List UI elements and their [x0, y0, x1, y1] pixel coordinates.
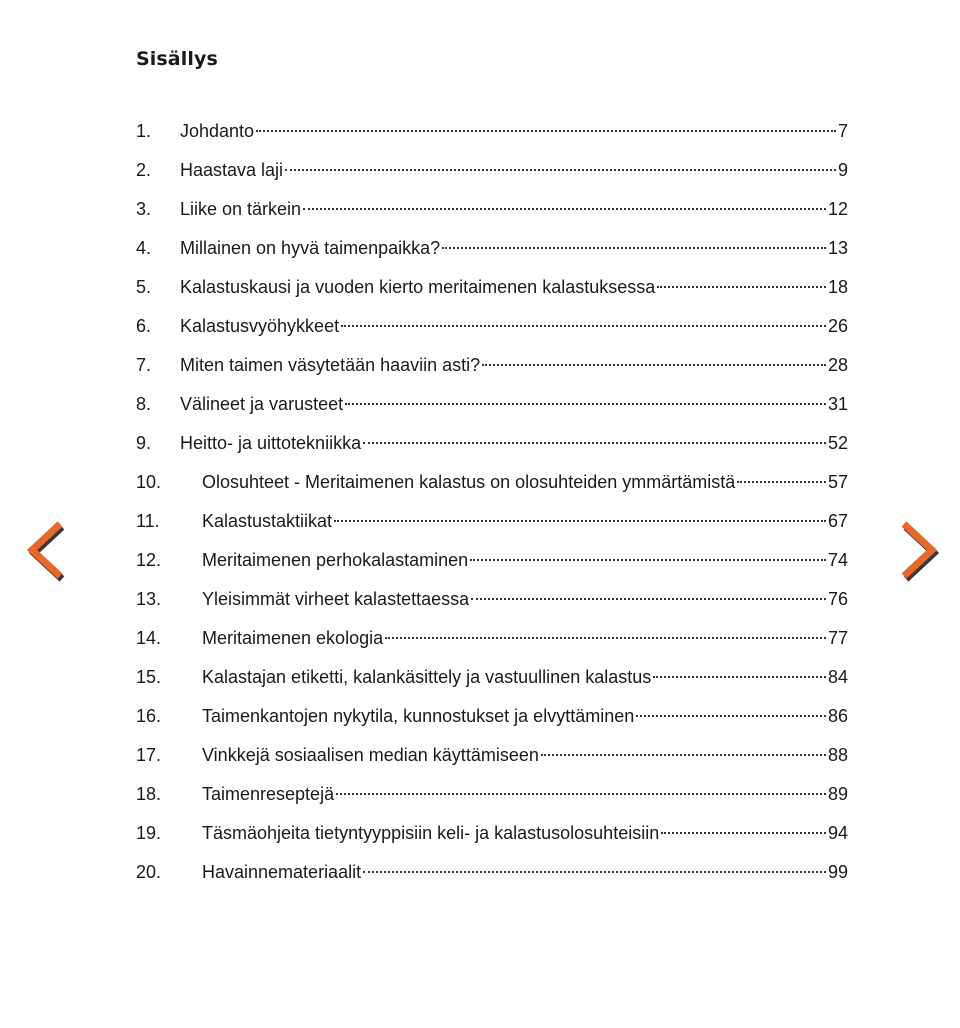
toc-entry-number: 10. — [136, 472, 162, 492]
toc-entry-label: Vinkkejä sosiaalisen median käyttämiseen — [202, 745, 539, 765]
toc-entry-label: Kalastajan etiketti, kalankäsittely ja vastuullinen kalastus — [202, 667, 652, 687]
toc-entry-page: 28 — [827, 355, 848, 375]
dot-leader — [636, 715, 826, 717]
dot-leader — [345, 403, 826, 405]
dot-leader — [334, 520, 826, 522]
toc-entry[interactable] — [136, 697, 848, 736]
toc-entry-label: Yleisimmät virheet kalastettaessa — [202, 589, 470, 609]
toc-entry-page: 9 — [837, 160, 848, 180]
toc-entry-number: 12. — [136, 550, 162, 570]
toc-entry-page: 77 — [827, 628, 848, 648]
table-of-contents — [136, 112, 848, 892]
dot-leader — [541, 754, 826, 756]
toc-entry-number: 9. — [136, 433, 152, 453]
toc-entry-page: 94 — [827, 823, 848, 843]
toc-entry-page: 84 — [827, 667, 848, 687]
toc-entry-number: 5. — [136, 277, 152, 297]
toc-entry-page: 67 — [827, 511, 848, 531]
dot-leader — [256, 130, 836, 132]
toc-entry-number: 14. — [136, 628, 162, 648]
toc-entry-number: 20. — [136, 862, 162, 882]
toc-entry-label: Meritaimenen perhokalastaminen — [202, 550, 469, 570]
toc-entry[interactable] — [136, 502, 848, 541]
toc-entry[interactable] — [136, 775, 848, 814]
dot-leader — [737, 481, 826, 483]
toc-entry-label: Miten taimen väsytetään haaviin asti? — [180, 355, 481, 375]
dot-leader — [285, 169, 836, 171]
toc-entry[interactable] — [136, 151, 848, 190]
toc-entry[interactable] — [136, 346, 848, 385]
toc-entry-number: 2. — [136, 160, 152, 180]
previous-page-button[interactable] — [22, 518, 66, 582]
chevron-left-icon — [22, 518, 66, 582]
toc-entry-label: Havainnemateriaalit — [202, 862, 362, 882]
dot-leader — [363, 442, 826, 444]
toc-entry-label: Taimenreseptejä — [202, 784, 335, 804]
toc-entry-label: Kalastuskausi ja vuoden kierto meritaimenen kalastuksessa — [180, 277, 656, 297]
toc-entry-page: 99 — [827, 862, 848, 882]
toc-entry[interactable] — [136, 112, 848, 151]
toc-entry[interactable] — [136, 541, 848, 580]
toc-entry-page: 74 — [827, 550, 848, 570]
toc-entry[interactable] — [136, 307, 848, 346]
dot-leader — [470, 559, 826, 561]
dot-leader — [363, 871, 826, 873]
toc-entry-page: 7 — [837, 121, 848, 141]
toc-entry-page: 89 — [827, 784, 848, 804]
toc-entry-number: 4. — [136, 238, 152, 258]
dot-leader — [657, 286, 826, 288]
toc-entry[interactable] — [136, 229, 848, 268]
dot-leader — [661, 832, 826, 834]
toc-entry-label: Millainen on hyvä taimenpaikka? — [180, 238, 441, 258]
toc-entry-page: 88 — [827, 745, 848, 765]
next-page-button[interactable] — [898, 518, 942, 582]
toc-entry[interactable] — [136, 736, 848, 775]
toc-entry-number: 6. — [136, 316, 152, 336]
toc-entry[interactable] — [136, 424, 848, 463]
toc-entry-label: Olosuhteet - Meritaimenen kalastus on olosuhteiden ymmärtämistä — [202, 472, 736, 492]
toc-entry-page: 18 — [827, 277, 848, 297]
toc-entry-page: 13 — [827, 238, 848, 258]
toc-entry[interactable] — [136, 619, 848, 658]
toc-entry-number: 13. — [136, 589, 162, 609]
toc-entry-page: 86 — [827, 706, 848, 726]
toc-entry-number: 8. — [136, 394, 152, 414]
dot-leader — [482, 364, 826, 366]
dot-leader — [303, 208, 826, 210]
toc-entry-label: Taimenkantojen nykytila, kunnostukset ja elvyttäminen — [202, 706, 635, 726]
toc-entry-page: 76 — [827, 589, 848, 609]
toc-entry-label: Haastava laji — [180, 160, 284, 180]
toc-entry-label: Johdanto — [180, 121, 255, 141]
toc-entry[interactable] — [136, 853, 848, 892]
toc-entry-label: Heitto- ja uittotekniikka — [180, 433, 362, 453]
toc-entry-page: 12 — [827, 199, 848, 219]
toc-entry[interactable] — [136, 385, 848, 424]
toc-entry-label: Täsmäohjeita tietyntyyppisiin keli- ja kalastusolosuhteisiin — [202, 823, 660, 843]
toc-entry-label: Liike on tärkein — [180, 199, 302, 219]
toc-entry-number: 11. — [136, 511, 160, 531]
toc-entry-number: 7. — [136, 355, 152, 375]
toc-entry[interactable] — [136, 814, 848, 853]
toc-entry[interactable] — [136, 268, 848, 307]
toc-entry[interactable] — [136, 190, 848, 229]
toc-entry[interactable] — [136, 463, 848, 502]
chevron-right-icon — [898, 518, 942, 582]
dot-leader — [336, 793, 826, 795]
toc-entry[interactable] — [136, 580, 848, 619]
toc-entry-number: 19. — [136, 823, 162, 843]
toc-entry-number: 15. — [136, 667, 162, 687]
toc-entry-page: 31 — [827, 394, 848, 414]
dot-leader — [341, 325, 826, 327]
toc-entry-page: 26 — [827, 316, 848, 336]
toc-entry-label: Välineet ja varusteet — [180, 394, 344, 414]
dot-leader — [653, 676, 826, 678]
toc-entry-number: 17. — [136, 745, 162, 765]
toc-entry-number: 16. — [136, 706, 162, 726]
page-title: Sisällys — [136, 48, 218, 70]
dot-leader — [385, 637, 826, 639]
toc-entry-label: Meritaimenen ekologia — [202, 628, 384, 648]
toc-entry-number: 3. — [136, 199, 152, 219]
toc-entry-page: 52 — [827, 433, 848, 453]
dot-leader — [471, 598, 826, 600]
toc-entry-label: Kalastusvyöhykkeet — [180, 316, 340, 336]
toc-entry-label: Kalastustaktiikat — [202, 511, 333, 531]
toc-entry-page: 57 — [827, 472, 848, 492]
dot-leader — [442, 247, 826, 249]
toc-entry-number: 18. — [136, 784, 162, 804]
toc-entry[interactable] — [136, 658, 848, 697]
toc-entry-number: 1. — [136, 121, 152, 141]
